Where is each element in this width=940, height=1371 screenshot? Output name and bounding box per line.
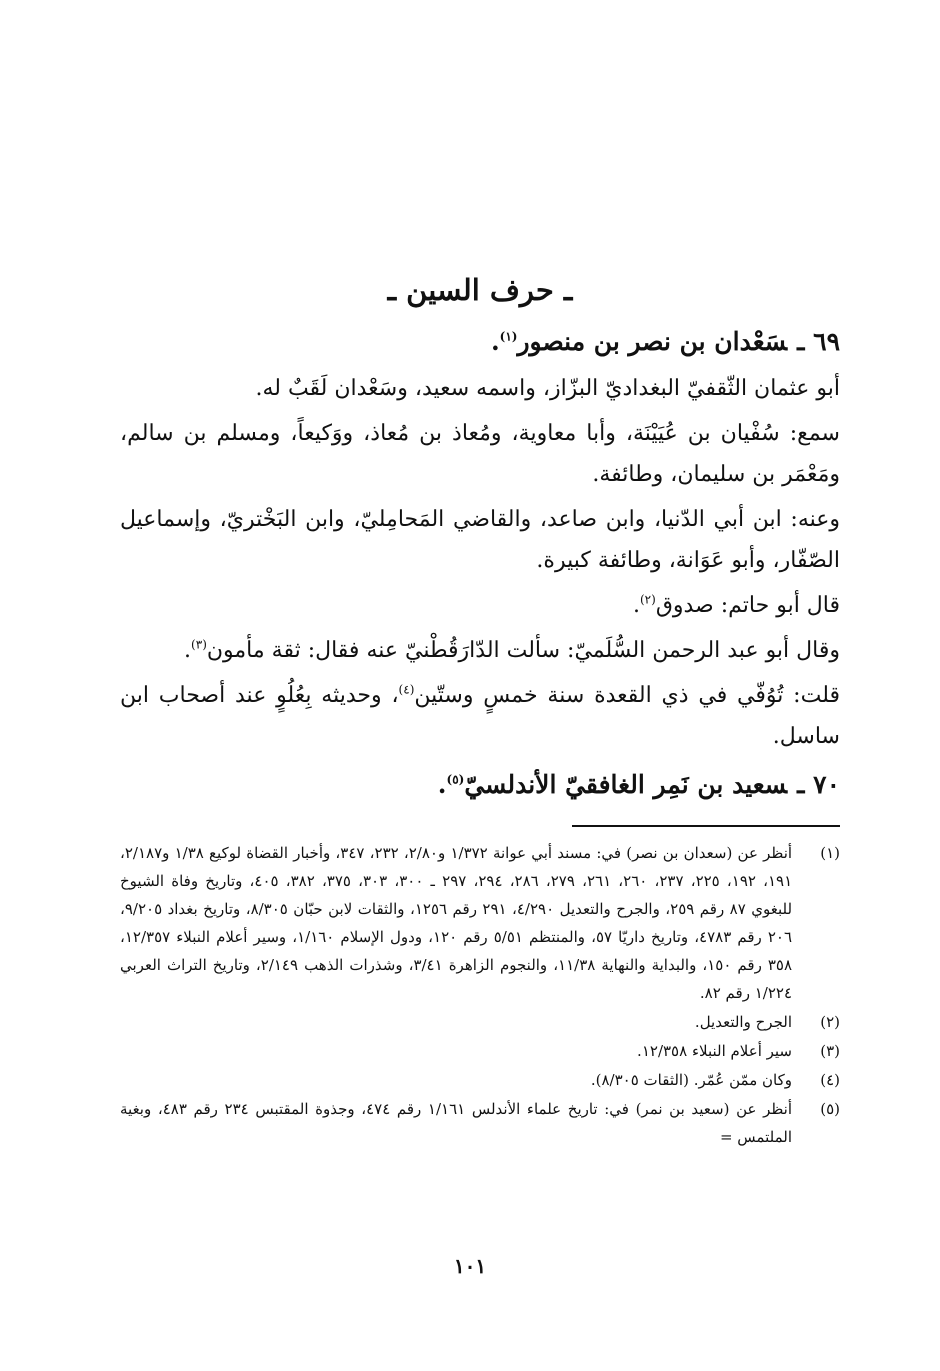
footnote-number: (١)	[820, 844, 840, 862]
footnote-text: أنظر عن (سعدان بن نصر) في: مسند أبي عوانة ١/٣٧٢ و٢/٨٠، ٢٣٢، ٣٤٧، وأخبار القضاة لوكيع ١/٣٨ و٢/١٨٧، ١٩١، ١٩٢، ٢٢٥، ٢٣٧، ٢٦٠، ٢٦١، ٢٧٩، ٢٨٦، ٢٩٤، ٢٩٧ ـ ٣٠٠، ٣٠٣، ٣٧٥، ٣٨٢، ٤٠٥، وتاريخ وفاة الشيوخ للبغوي ٨٧ رقم ٢٥٩، والجرح والتعديل ٤/٢٩٠، ٢٩١ رقم ١٢٥٦، والثقات لابن حبّان ٨/٣٠٥، وتاريخ بغداد ٩/٢٠٥، ٢٠٦ رقم ٤٧٨٣، وتاريخ داريّا ٥٧، والمنتظم ٥/٥١ رقم ١٢٠، ودول الإسلام ١/١٦٠، وسير أعلام النبلاء ١٢/٣٥٧، ٣٥٨ رقم ١٥٠، والبداية والنهاية ١١/٣٨، والنجوم الزاهرة ٣/٤١، وشذرات الذهب ٢/١٤٩، وتاريخ التراث العربي ١/٢٢٤ رقم ٨٢.	[120, 844, 793, 1002]
footnote-text: أنظر عن (سعيد بن نمر) في: تاريخ علماء الأندلس ١/١٦١ رقم ٤٧٤، وجذوة المقتبس ٢٣٤ رقم ٤٨٣، وبغية الملتمس =	[120, 1100, 793, 1146]
entry-69-number: ٦٩ ـ	[797, 327, 840, 356]
paragraph-teachers: سمع: سُفْيان بن عُيَيْنَة، وأبا معاوية، ومُعاذ بن مُعاذ، ووَكيعاً، ومسلم بن سالم، ومَعْمَر بن سليمان، وطائفة.	[120, 421, 840, 487]
entry-70-number: ٧٠ ـ	[797, 770, 840, 799]
footnote-number: (٥)	[820, 1100, 840, 1118]
footnote-4	[120, 1066, 840, 1094]
sulami-end: .	[184, 638, 192, 663]
footnote-ref-4[interactable]: (٤)	[398, 682, 415, 697]
paragraph-students: وعنه: ابن أبي الدّنيا، وابن صاعد، والقاضي المَحامِليّ، وابن البَخْتريّ، وإسماعيل الصّفّار، وأبو عَوَانة، وطائفة كبيرة.	[120, 507, 840, 573]
abu-hatim-end: .	[632, 593, 640, 618]
footnote-1	[120, 839, 840, 1007]
entry-70-name: سعيد بن نَمِر الغافقيّ الأندلسيّ	[464, 770, 788, 799]
footnote-text: الجرح والتعديل.	[694, 1013, 792, 1031]
page-body	[120, 270, 840, 1152]
footnote-5	[120, 1095, 840, 1151]
entry-70-title	[120, 765, 840, 805]
footnote-ref-5[interactable]: (٥)	[446, 772, 465, 787]
footnote-ref-1[interactable]: (١)	[499, 329, 518, 344]
page-number: ١٠١	[453, 1254, 487, 1278]
death-text-b: ، وحديثه بِعُلُوٍ عند أصحاب ابن ساسل.	[120, 683, 840, 749]
chapter-heading: ـ حرف السين ـ	[387, 273, 573, 307]
footnote-ref-2[interactable]: (٢)	[639, 592, 656, 607]
entry-69-name: سَعْدان بن نصر بن منصور	[517, 327, 788, 356]
footnotes	[120, 839, 840, 1151]
paragraph-sulami	[120, 630, 840, 671]
footnote-number: (٤)	[820, 1071, 840, 1089]
entry-70-end: .	[437, 770, 447, 799]
footnote-number: (٢)	[820, 1013, 840, 1031]
paragraph-abu-hatim	[120, 585, 840, 626]
footnote-2	[120, 1008, 840, 1036]
footnote-ref-3[interactable]: (٣)	[191, 637, 207, 652]
footnote-text: سير أعلام النبلاء ١٢/٣٥٨.	[637, 1042, 792, 1060]
paragraph-death	[120, 675, 840, 757]
footnote-3	[120, 1037, 840, 1065]
sulami-text: وقال أبو عبد الرحمن السُّلَميّ: سألت الدّارَقُطْنيّ عنه فقال: ثقة مأمون	[206, 638, 840, 663]
paragraph-kunya: أبو عثمان الثّقفيّ البغداديّ البزّاز، واسمه سعيد، وسَعْدان لَقَبٌ له.	[255, 376, 840, 401]
footnote-text: وكان ممّن عُمّر. (الثقات ٨/٣٠٥).	[590, 1071, 792, 1089]
footnote-number: (٣)	[820, 1042, 840, 1060]
entry-69-title	[120, 322, 840, 362]
entry-69-end: .	[490, 327, 500, 356]
death-text-a: قلت: تُوُفّي في ذي القعدة سنة خمسٍ وستّين	[414, 683, 840, 708]
footnote-divider	[572, 825, 840, 827]
abu-hatim-text: قال أبو حاتم: صدوق	[655, 593, 840, 618]
